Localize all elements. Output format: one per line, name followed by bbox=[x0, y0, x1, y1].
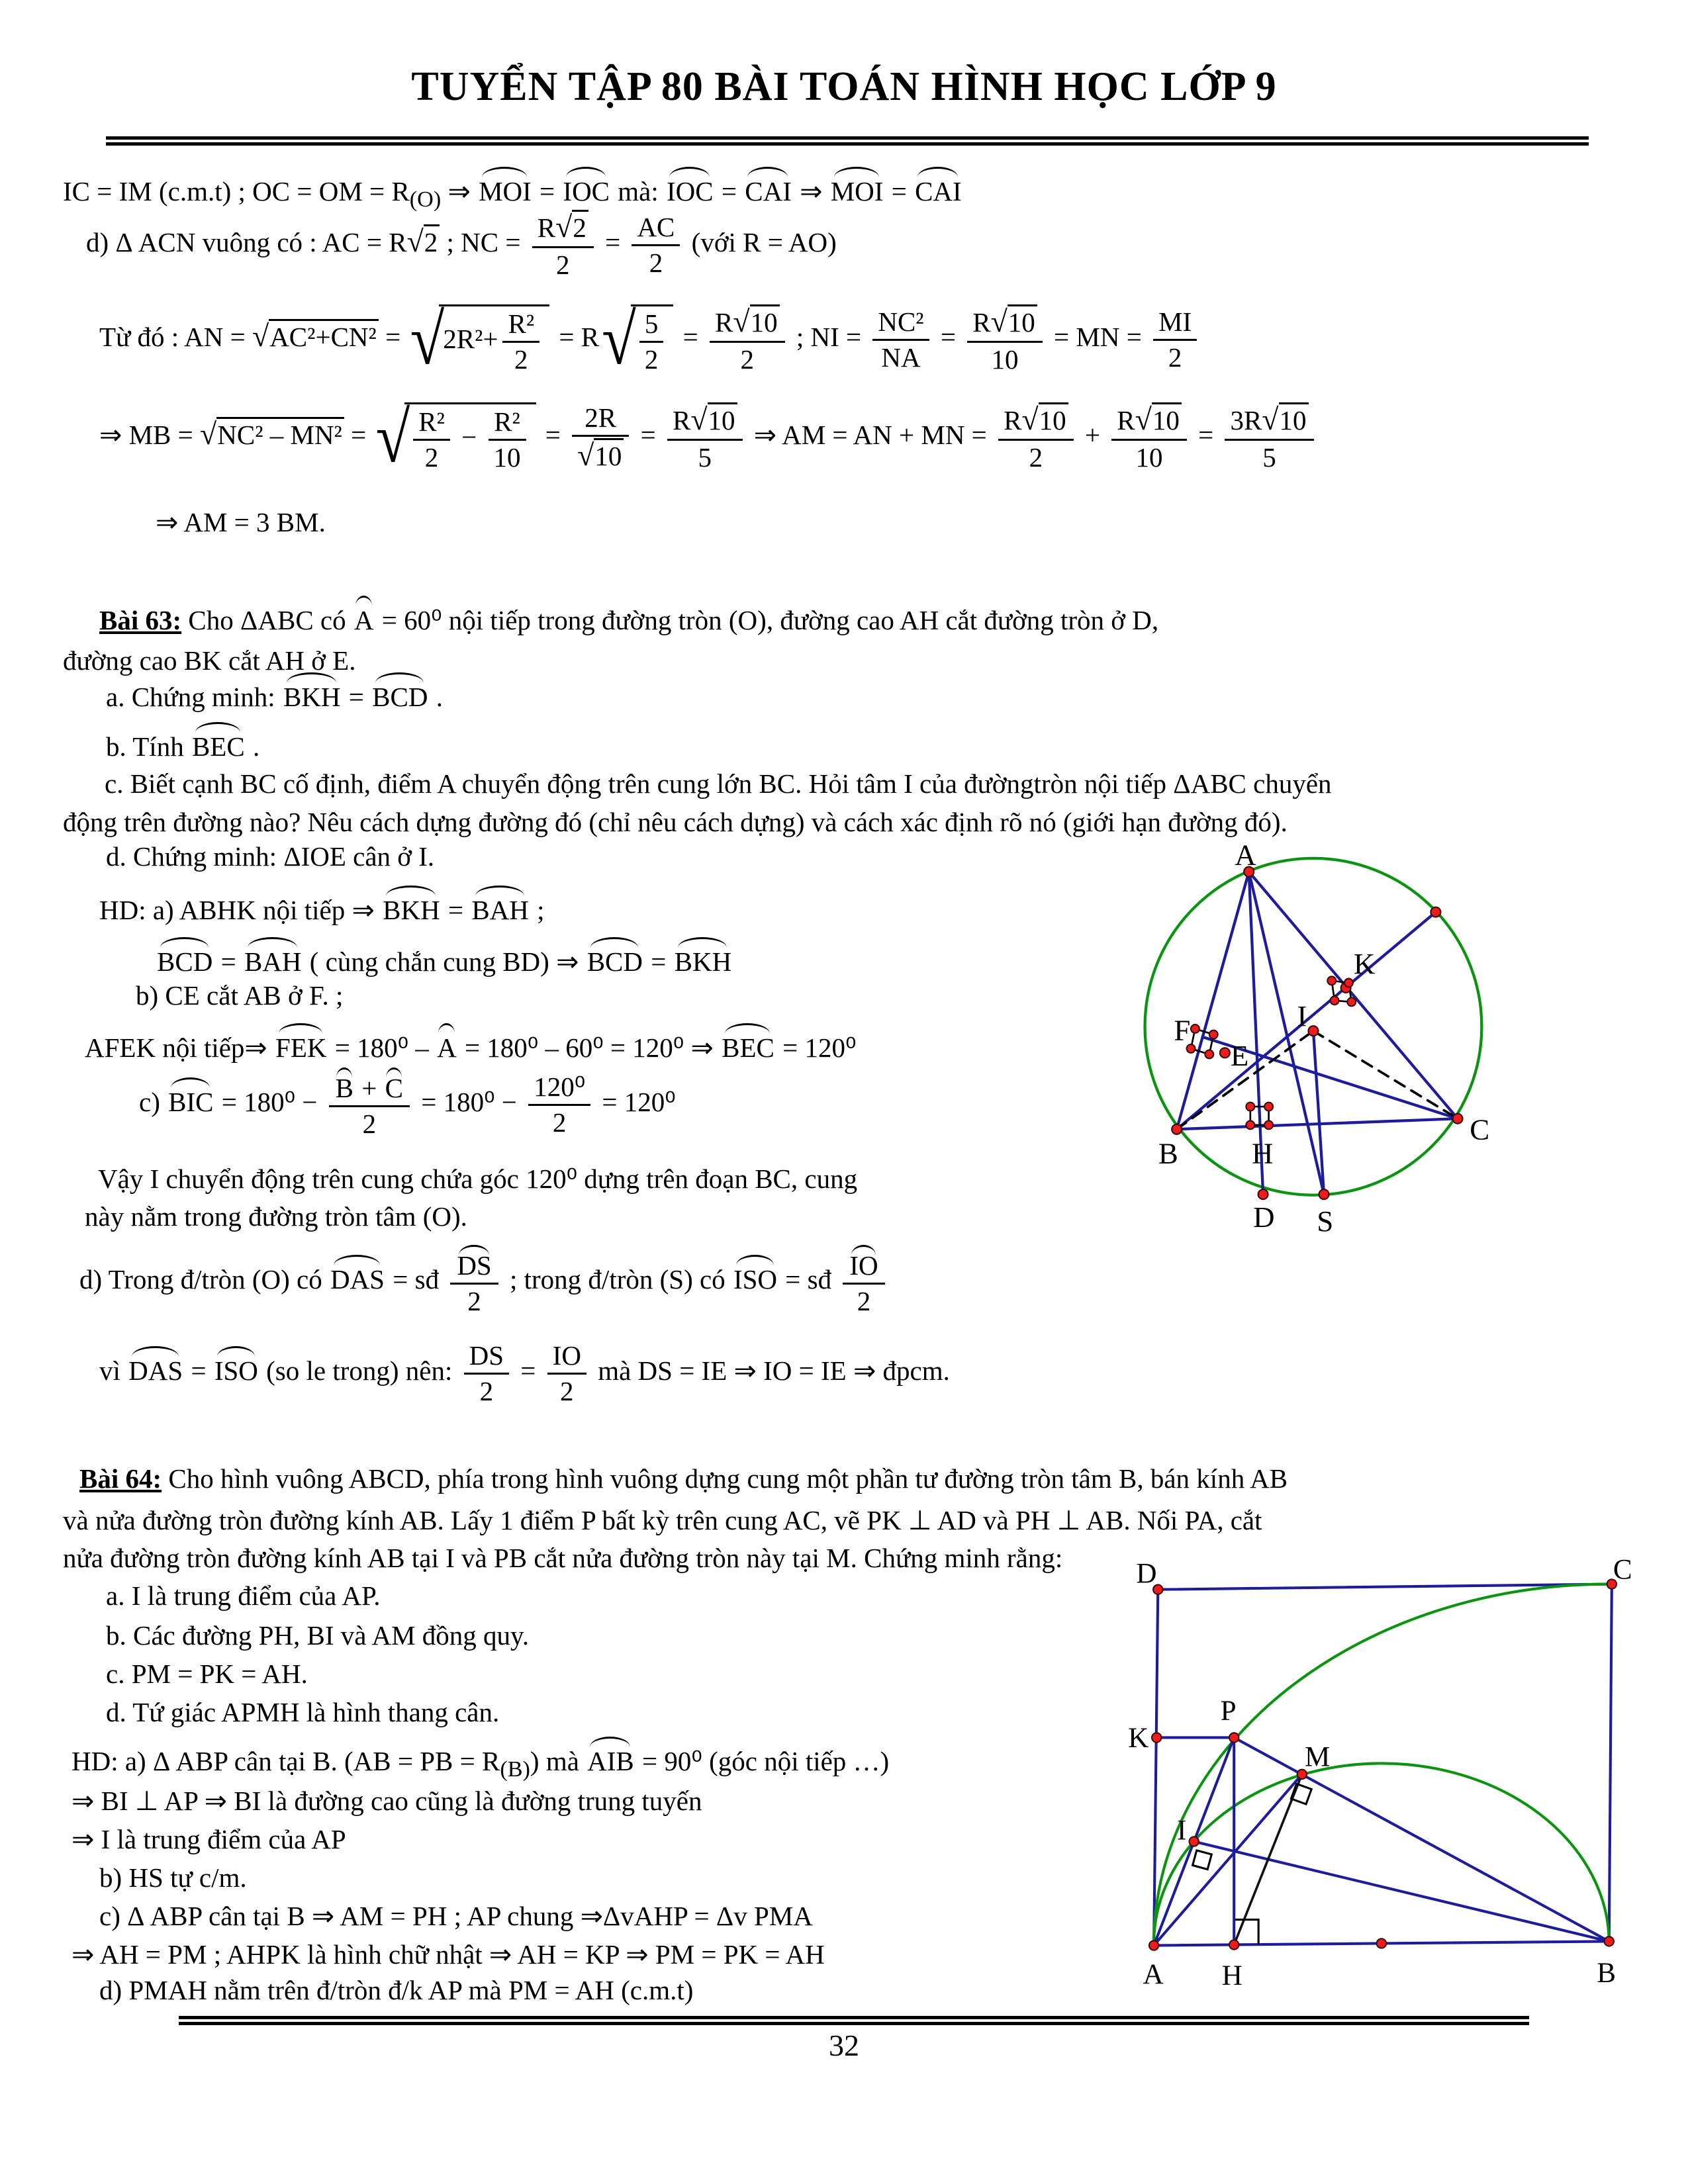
text-line-23: nửa đường tròn đường kính AB tại I và PB cắt nửa đường tròn này tại M. Chứng minh rằng: bbox=[63, 1543, 1063, 1573]
text-line-17: Vậy I chuyển động trên cung chứa góc 120⁰ dựng trên đoạn BC, cung bbox=[98, 1163, 858, 1194]
text-line-10: động trên đường nào? Nêu cách dựng đường đó (chỉ nêu cách dựng) và cách xác định rõ nó (giới hạn đường đó). bbox=[63, 807, 1288, 837]
footer-rule bbox=[179, 2016, 1529, 2025]
text-line-34: d) PMAH nằm trên đ/tròn đ/k AP mà PM = AH (c.m.t) bbox=[99, 1975, 694, 2005]
d64-label-H: H bbox=[1221, 1960, 1243, 1992]
text-line-28: HD: a) Δ ABP cân tại B. (AB = PB = $R_{(B)}$) mà AIB = 90⁰ (góc nội tiếp …) bbox=[71, 1739, 889, 1786]
d64-label-A: A bbox=[1143, 1959, 1164, 1990]
text-line-24: a. I là trung điểm của AP. bbox=[106, 1580, 381, 1611]
d64-label-P: P bbox=[1220, 1695, 1237, 1727]
figure-circle-triangle bbox=[1119, 841, 1529, 1238]
d64-label-C: C bbox=[1613, 1559, 1632, 1586]
d63-label-S: S bbox=[1317, 1205, 1334, 1238]
text-line-27: d. Tứ giác APMH là hình thang cân. bbox=[106, 1697, 500, 1727]
text-line-0: IC = IM (c.m.t) ; OC = OM = $R_{(O)}$ ⇒ MOI = IOC mà: IOC = CAI ⇒ MOI = CAI bbox=[63, 169, 963, 216]
text-line-20: vì DAS = ISO (so le trong) nên: $\frac{DS}{2}$ = $\frac{IO}{2}$ mà DS = IE ⇒ IO = IE ⇒ đpcm. bbox=[99, 1340, 950, 1407]
text-line-6: đường cao BK cắt AH ở E. bbox=[63, 645, 356, 676]
d64-label-K: K bbox=[1128, 1722, 1149, 1754]
figure-square-arcs bbox=[1125, 1559, 1642, 1995]
text-line-32: c) Δ ABP cân tại B ⇒ AM = PH ; AP chung ⇒ΔvAHP = Δv PMA bbox=[99, 1901, 813, 1931]
title-rule bbox=[106, 136, 1589, 146]
d63-label-K: K bbox=[1353, 947, 1376, 981]
text-line-5: Bài 63: Cho ΔABC có A = 60⁰ nội tiếp trong đường tròn (O), đường cao AH cắt đường tròn ở D, bbox=[99, 598, 1158, 640]
d63-label-F: F bbox=[1174, 1013, 1191, 1047]
text-line-26: c. PM = PK = AH. bbox=[106, 1659, 308, 1689]
text-line-25: b. Các đường PH, BI và AM đồng quy. bbox=[106, 1620, 530, 1651]
text-line-21: Bài 64: Cho hình vuông ABCD, phía trong hình vuông dựng cung một phần tư đường tròn tâm B, bán kính AB bbox=[79, 1463, 1288, 1494]
construction-lines bbox=[1154, 1737, 1609, 1945]
text-line-8: b. Tính BEC . bbox=[106, 725, 259, 766]
d63-label-I: I bbox=[1297, 999, 1307, 1033]
text-line-29: ⇒ BI ⊥ AP ⇒ BI là đường cao cũng là đường trung tuyến bbox=[71, 1786, 702, 1816]
text-line-13: BCD = BAH ( cùng chắn cung BD) ⇒ BCD = BKH bbox=[156, 940, 733, 981]
d63-label-A: A bbox=[1235, 841, 1256, 872]
text-line-15: AFEK nội tiếp⇒ FEK = 180⁰ – A = 180⁰ – 60⁰ = 120⁰ ⇒ BEC = 120⁰ bbox=[85, 1026, 856, 1068]
d64-label-I: I bbox=[1177, 1815, 1187, 1846]
text-line-16: c) BIC = 180⁰ − $\frac{B + C}{2}$ = 180⁰ − $\frac{\text{120⁰}}{2}$ = 120⁰ bbox=[139, 1071, 676, 1140]
d63-label-H: H bbox=[1251, 1136, 1274, 1170]
text-line-9: c. Biết cạnh BC cố định, điểm A chuyển động trên cung lớn BC. Hỏi tâm I của đườngtròn nội tiếp ΔABC chuyển bbox=[105, 768, 1332, 799]
d64-label-M: M bbox=[1304, 1741, 1331, 1773]
text-line-1: d) Δ ACN vuông có : AC = R√2 ; NC = $\frac{R√2}{2}$ = $\frac{AC}{2}$ (với R = AO) bbox=[86, 210, 837, 280]
text-line-22: và nửa đường tròn đường kính AB. Lấy 1 điểm P bất kỳ trên cung AC, vẽ PK ⊥ AD và PH ⊥ AB. Nối PA, cắt bbox=[63, 1505, 1262, 1535]
d64-label-B: B bbox=[1597, 1957, 1617, 1989]
text-line-11: d. Chứng minh: ΔIOE cân ở I. bbox=[106, 841, 435, 872]
right-angle-marks bbox=[1193, 1784, 1312, 1943]
text-line-7: a. Chứng minh: BKH = BCD . bbox=[106, 675, 443, 717]
d63-label-E: E bbox=[1230, 1039, 1249, 1073]
page-title: TUYỂN TẬP 80 BÀI TOÁN HÌNH HỌC LỚP 9 bbox=[411, 64, 1277, 109]
page-number: 32 bbox=[829, 2028, 859, 2062]
text-line-12: HD: a) ABHK nội tiếp ⇒ BKH = BAH ; bbox=[99, 888, 545, 930]
text-line-19: d) Trong đ/tròn (O) có DAS = sđ $\frac{DS}{2}$ ; trong đ/tròn (S) có ISO = sđ $\frac{IO}{2}$ bbox=[79, 1248, 890, 1317]
d64-label-D: D bbox=[1136, 1559, 1157, 1590]
text-line-3: ⇒ MB = √NC² – MN² = √ $\frac{\text{R²}}{2}$ − $\frac{\text{R²}}{10}$ = $\frac{2R}{√10}$ = $\frac{R√10}{5}$ ⇒ AM = AN + MN = $\frac{R√10}{2}$ + $\frac{R√10}{10}$ = $\frac{3R√10}{5}$ bbox=[99, 402, 1319, 473]
text-line-31: b) HS tự c/m. bbox=[99, 1862, 247, 1893]
text-line-30: ⇒ I là trung điểm của AP bbox=[71, 1824, 346, 1854]
point-dots bbox=[1149, 1579, 1617, 1950]
text-line-2: Từ đó : AN = √AC²+CN² = √2R²+ $\frac{\text{R²}}{2}$ = R√ $\frac{5}{2}$ = $\frac{R√10}{2}$ ; NI = $\frac{\text{NC²}}{NA}$ = $\frac{R√10}{10}$ = MN = $\frac{MI}{2}$ bbox=[99, 304, 1201, 375]
semicircle-arc bbox=[1154, 1763, 1609, 1945]
point-dots bbox=[1172, 867, 1462, 1199]
text-line-18: này nằm trong đường tròn tâm (O). bbox=[85, 1201, 467, 1232]
text-line-33: ⇒ AH = PM ; AHPK là hình chữ nhật ⇒ AH = KP ⇒ PM = PK = AH bbox=[71, 1939, 825, 1970]
d63-label-D: D bbox=[1253, 1200, 1275, 1234]
d63-label-C: C bbox=[1470, 1113, 1490, 1146]
text-line-4: ⇒ AM = 3 BM. bbox=[156, 507, 326, 537]
d63-label-B: B bbox=[1158, 1136, 1178, 1170]
text-line-14: b) CE cắt AB ở F. ; bbox=[136, 980, 344, 1011]
